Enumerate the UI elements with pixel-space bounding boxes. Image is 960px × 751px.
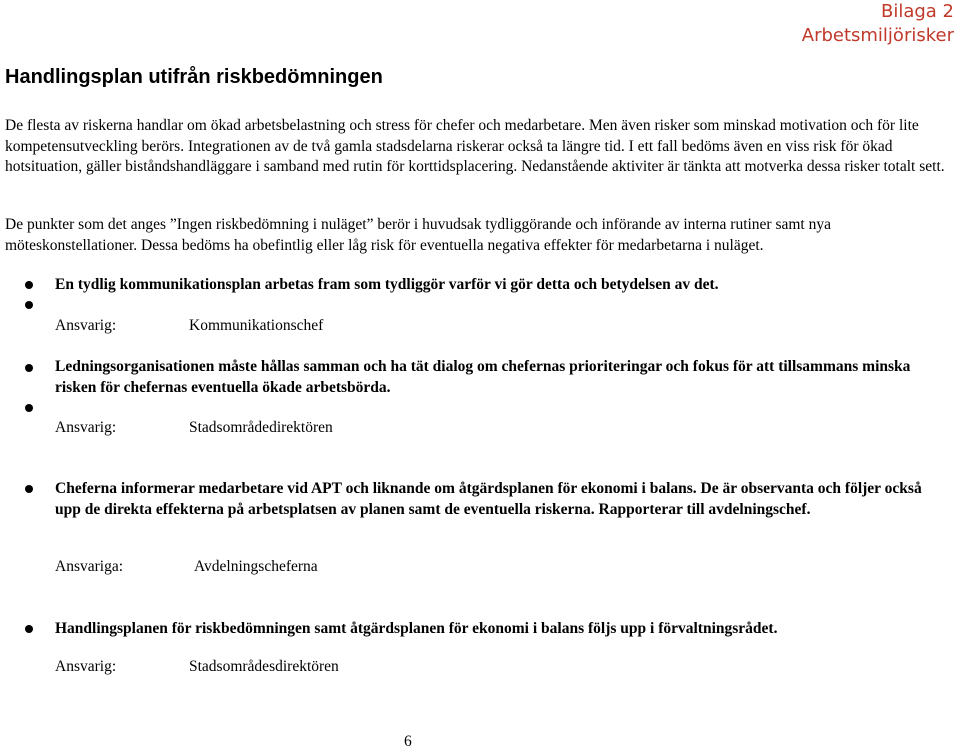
responsible-label: Ansvarig: bbox=[55, 658, 117, 675]
bullet-icon bbox=[25, 301, 33, 309]
responsible-label: Ansvarig: bbox=[55, 317, 117, 334]
responsible-label: Ansvariga: bbox=[55, 558, 124, 575]
bullet-icon bbox=[25, 364, 33, 372]
responsible-name: Kommunikationschef bbox=[189, 317, 324, 334]
intro-paragraph: De flesta av riskerna handlar om ökad arbetsbelastning och stress för chefer och medarbetare. Men även risker som minskad motivation och för lite kompetensutveckling berörs. Integrationen av de två gamla stadsdelarna riskerar också ta längre tid. I ett fall bedöms även en viss risk för ökad hotsituation, gäller biståndshandläggare i samband med rutin för korttidsplacering. Nedanstående aktiviter är tänkta att motverka dessa risker totalt sett. bbox=[5, 117, 945, 175]
bullet-icon bbox=[25, 404, 33, 412]
attachment-label: Bilaga 2 bbox=[880, 1, 954, 22]
action-item-text: Handlingsplanen för riskbedömningen samt åtgärdsplanen för ekonomi i balans följs upp i förvaltningsrådet. bbox=[55, 620, 778, 637]
action-item-text: En tydlig kommunikationsplan arbetas fram som tydliggör varför vi gör detta och betydelsen av det. bbox=[55, 276, 719, 293]
action-item-text: Ledningsorganisationen måste hållas samman och ha tät dialog om chefernas prioriteringar och fokus för att tillsammans minska risken för chefernas eventuella ökade arbetsbörda. bbox=[55, 358, 911, 396]
responsible-name: Stadsområdesdirektören bbox=[189, 658, 339, 675]
responsible-label: Ansvarig: bbox=[55, 419, 117, 436]
bullet-icon bbox=[25, 625, 33, 633]
scope-paragraph: De punkter som det anges ”Ingen riskbedömning i nuläget” berör i huvudsak tydliggörande och införande av interna rutiner samt nya möteskonstellationer. Dessa bedöms ha obefintlig eller låg risk för eventuella negativa effekter för medarbetarna i nuläget. bbox=[5, 216, 831, 254]
document-header bbox=[802, 0, 954, 48]
responsible-name: Avdelningscheferna bbox=[194, 558, 318, 575]
bullet-icon bbox=[25, 485, 33, 493]
action-item-text: Cheferna informerar medarbetare vid APT och liknande om åtgärdsplanen för ekonomi i balans. De är observanta och följer också upp de direkta effekterna på arbetsplatsen av planen samt de eventuella riskerna. Rapporterar till avdelningschef. bbox=[55, 480, 922, 518]
page-number: 6 bbox=[404, 733, 412, 750]
page-title: Handlingsplan utifrån riskbedömningen bbox=[5, 66, 383, 88]
bullet-icon bbox=[25, 281, 33, 289]
attachment-subtitle: Arbetsmiljörisker bbox=[801, 25, 954, 46]
responsible-name: Stadsområdedirektören bbox=[189, 419, 333, 436]
